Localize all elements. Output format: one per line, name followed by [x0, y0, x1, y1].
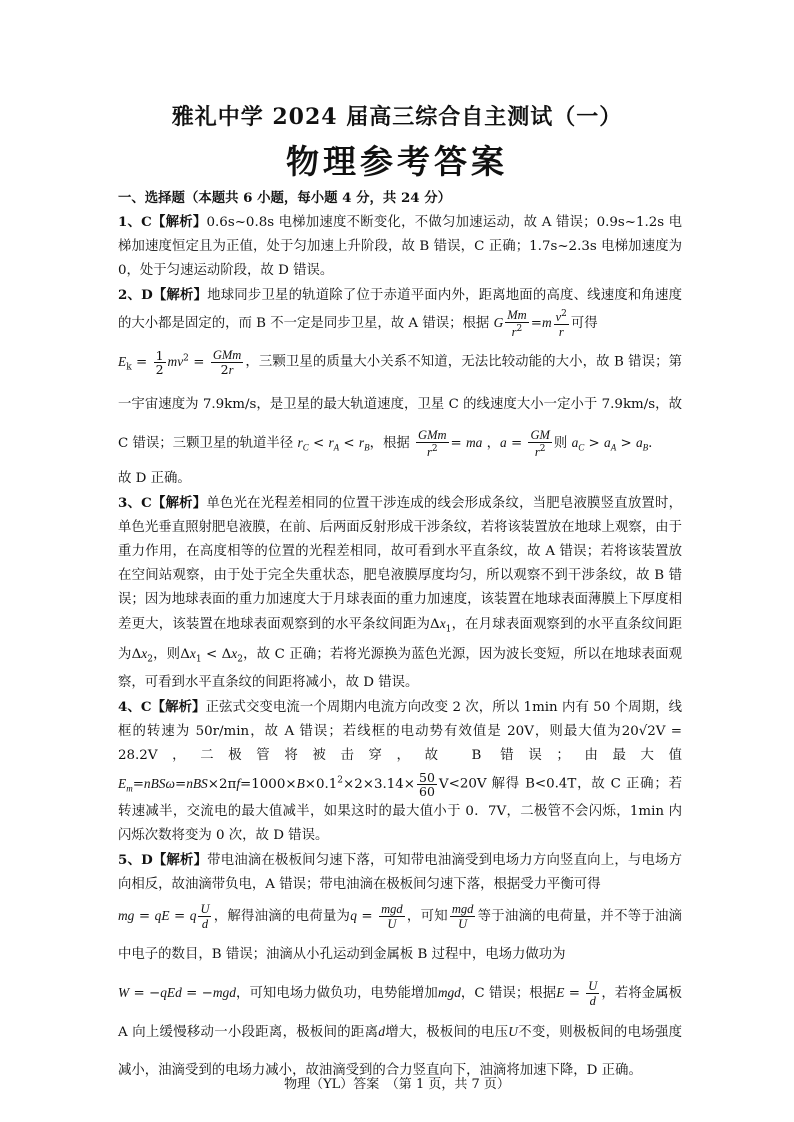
page-title: 物理参考答案 — [286, 142, 508, 181]
formula-kinetic-energy: $E_k$ = $\frac{1}{2}$ $mv^2$ = $\frac{\text{GMm}}{2r}$ — [118, 347, 242, 377]
q2-text-1: 地球同步卫星的轨道除了位于赤道平面内外，距离地面的高度、线速度和角速度的大小都是固定的，而 B 不一定是同步卫星，故 A 错误；根据 — [118, 288, 682, 332]
page-footer: 物理（YL）答案 （第 1 页，共 7 页） — [284, 1077, 510, 1092]
q3-tag: 3、C【解析】 — [118, 494, 207, 511]
formula-charge: q = $\frac{\text{mgd}}{U}$ — [350, 902, 403, 932]
formula-peak-voltage: 20√2V = 28.2V， — [118, 724, 682, 764]
formula-accel: $\frac{\text{GMm}}{r^2}$ = ma ，a = $\frac{GM}{r^2}$ — [418, 428, 550, 460]
q5-text-1: 带电油滴在极板间匀速下落，可知带电油滴受到电场力方向竖直向上，与电场方向相反，故油滴带负电，A 错误；带电油滴在极板间匀速下落，根据受力平衡可得 — [118, 853, 682, 893]
q4-text-1: 正弦式交变电流一个周期内电流方向改变 2 次，所以 1min 内有 50 个周期，线框的转速为 50r/min，故 A 错误；若线框的电动势有效值是 20V，则最大值为 — [118, 700, 682, 740]
q5-text-2: ，解得油滴的电荷量为 — [213, 909, 351, 925]
exam-title: 雅礼中学 2024 届高三综合自主测试（一） — [171, 104, 623, 130]
q3-text-2: ，在月球表面观察到的水平直条纹间距为 — [118, 616, 683, 662]
q5-text-9: 不变，则极板间的电场强度减小，油滴受到的电场力减小，故油滴受到的合力竖直向下，油滴将加速下降，D 正确。 — [118, 1025, 682, 1079]
formula-work: W = −qEd = −mgd — [118, 985, 236, 1002]
q3-text-3: ，则 — [152, 646, 181, 662]
formula-force-balance: mg = qE = q $\frac{U}{d}$ — [118, 902, 210, 932]
q2-tag: 2、D【解析】 — [118, 287, 208, 303]
q1-text: 0.6s~0.8s 电梯加速度不断变化，不做匀加速运动，故 A 错误；0.9s~1.2s 电梯加速度恒定且为正值，处于匀加速上升阶段，故 B 错误，C 正确；1.7s~2.3s 电梯加速度为 0，处于匀速运动阶段，故 D 错误。 — [118, 215, 682, 278]
q4-tag: 4、C【解析】 — [118, 699, 206, 716]
q4-text-2: 二极管将被击穿，故 B 错误；由最大值 — [200, 748, 682, 764]
question-5-cont — [118, 897, 682, 974]
formula-mgd: mgd — [437, 985, 461, 1001]
formula-field: E = $\frac{U}{d}$ — [556, 979, 598, 1009]
question-2-cont — [118, 339, 682, 467]
question-4 — [118, 695, 682, 848]
formula-gravity: G $\frac{Mm}{r^2}$ =m $\frac{v^2}{r}$ — [493, 308, 567, 340]
question-5 — [118, 848, 682, 897]
q5-text-3: ，可知 — [406, 909, 448, 925]
answer-body — [118, 186, 682, 1090]
q2-conclusion: 故 D 正确。 — [118, 470, 191, 486]
formula-accel-order: $a_C > a_A > a_B$. — [571, 435, 653, 453]
formula-dx2: $\Delta x_2$ — [131, 645, 153, 665]
formula-dx-compare: $\Delta x_1 < \Delta x_2$ — [180, 645, 243, 665]
formula-emf-max: $E_m=nBS\omega=nBS\times 2\pi f=1000\times B\times 0.1^2\times 2\times 3.14\times$ $\frac{50}{60}$ V — [118, 769, 449, 799]
q2-text-3: ，三颗卫星的质量大小关系不知道，无法比较动能的大小，故 B 错误；第一宇宙速度为 7.9km/s，是卫星的最大轨道速度，卫星 C 的线速度大小一定小于 7.9km/s，故 C 错误；三颗卫星的轨道半径 — [118, 354, 683, 452]
formula-charge-ratio: $\frac{\text{mgd}}{U}$ — [451, 902, 474, 932]
question-1 — [118, 210, 682, 283]
formula-d: d — [378, 1024, 385, 1040]
q2-text-2: 可得 — [570, 316, 598, 332]
q5-text-8: 增大，极板间的电压 — [384, 1025, 509, 1041]
q3-text-1: 单色光在光程差相同的位置干涉连成的线会形成条纹，当肥皂液膜竖直放置时，单色光垂直照射肥皂液膜，在前、后两面反射形成干涉条纹，若将该装置放在地球上观察，由于重力作用，在高度相等的位置的光程差相同，故可看到水平直条纹，故 A 错误；若将该装置放在空间站观察，由于处于完全失重状态，肥皂液膜厚度均匀，所以观察不到干涉条纹，故 B 错误；因为地球表面的重力加速度大于月球表面的重力加速度，该装置在地球表面薄膜上下厚度相差更大，该装置在地球表面观察到的水平条纹间距为 — [118, 495, 683, 632]
q3-text-4: ，故 C 正确；若将光源换为蓝色光源，因为波长变短，所以在地球表面观察，可看到水平直条纹的间距将减小，故 D 错误。 — [118, 646, 683, 691]
q5-text-4: 等于油滴的电荷量，并不等于油滴中电子的数目，B 错误；油滴从小孔运动到金属板 B 过程中，电场力做功为 — [118, 909, 683, 963]
q5-text-5: ，可知电场力做负功，电势能增加 — [235, 986, 438, 1002]
formula-u: U — [508, 1024, 518, 1040]
q5-tag: 5、D【解析】 — [118, 852, 208, 869]
q2-text-4: 根据 — [383, 436, 410, 452]
question-2 — [118, 283, 682, 339]
formula-dx1: $\Delta x_1$ — [430, 615, 452, 635]
q4-text-3: <20V 解得 B<0.4T，故 C 正确；若转速减半，交流电的最大值减半，如果这时的最大值小于 0．7V，二极管不会闪烁，1min 内闪烁次数将变为 0 次，故 D 错误。 — [118, 776, 682, 844]
q1-tag: 1、C【解析】 — [118, 214, 207, 230]
q5-text-7: ，若将金属板 A 向上缓慢移动一小段距离，极板间的距离 — [118, 986, 683, 1041]
formula-radius-order: $r_C < r_A < r_B$， — [297, 435, 383, 453]
question-3 — [118, 491, 682, 695]
section-heading: 一、选择题（本题共 6 小题，每小题 4 分，共 24 分） — [118, 190, 452, 206]
q5-text-6: ，C 错误；根据 — [460, 986, 557, 1002]
q2-text-5: 则 — [553, 436, 568, 452]
